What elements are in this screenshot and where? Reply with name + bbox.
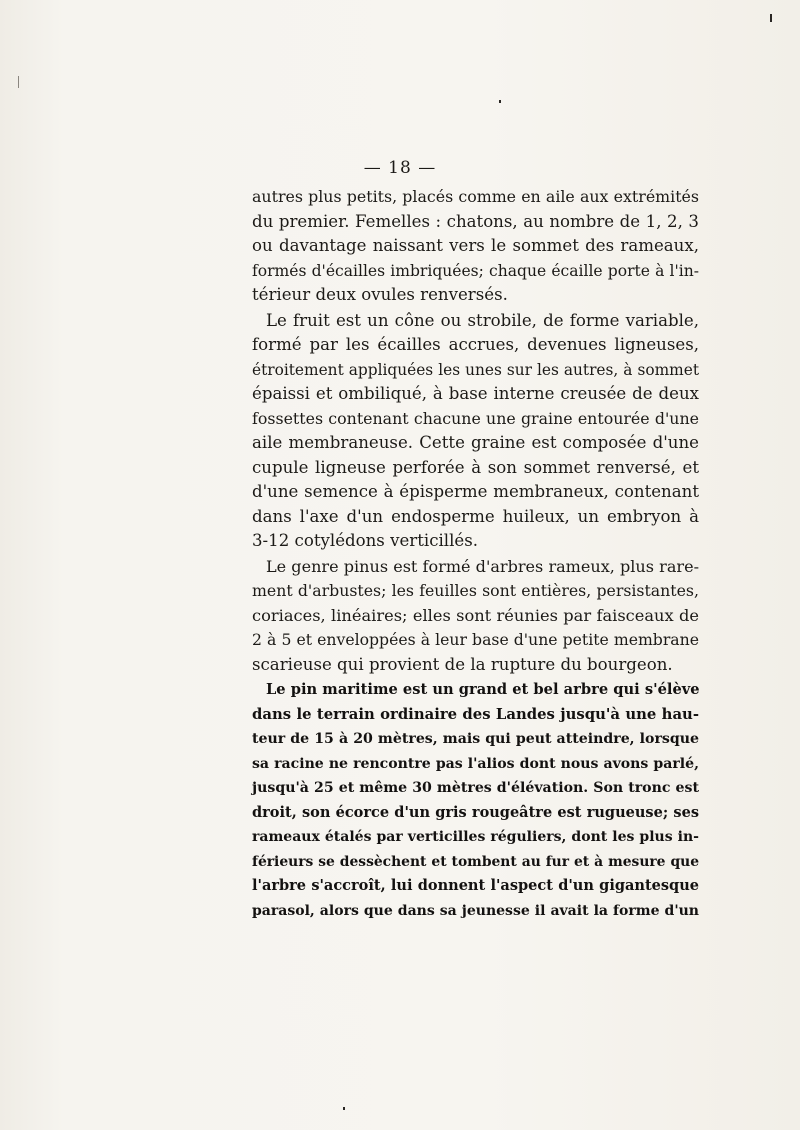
paragraph-2 [252, 309, 699, 554]
scan-speck [343, 1107, 345, 1110]
scan-speck [18, 76, 19, 88]
paragraph-4 [252, 678, 699, 923]
body-text [252, 185, 699, 923]
text-line: ment d'arbustes; les feuilles sont entières, persistantes, [252, 581, 699, 600]
text-line: 2 à 5 et enveloppées à leur base d'une petite membrane [252, 630, 699, 649]
text-line: sa racine ne rencontre pas l'alios dont nous avons parlé, [252, 755, 699, 772]
text-line: cupule ligneuse perforée à son sommet renversé, et [252, 457, 699, 477]
text-line: jusqu'à 25 et même 30 mètres d'élévation. Son tronc est [252, 780, 699, 796]
text-line: teur de 15 à 20 mètres, mais qui peut atteindre, lorsque [252, 731, 699, 747]
scan-speck [770, 14, 772, 22]
paragraph-3 [252, 555, 699, 678]
text-line: droit, son écorce d'un gris rougeâtre est rugueuse; ses [252, 803, 699, 821]
text-line: coriaces, linéaires; elles sont réunies par faisceaux de [252, 605, 699, 625]
text-line: autres plus petits, placés comme en aile aux extrémités [252, 187, 699, 206]
text-line: dans le terrain ordinaire des Landes jusqu'à une hau- [252, 705, 699, 723]
text-line: 3-12 cotylédons verticillés. [252, 531, 479, 550]
text-line: d'une semence à épisperme membraneux, contenant [252, 482, 699, 501]
text-line: fossettes contenant chacune une graine entourée d'une [252, 408, 699, 428]
text-line: térieur deux ovules renversés. [252, 285, 508, 304]
scan-speck [499, 100, 501, 103]
paragraph-1 [252, 185, 699, 308]
text-line: férieurs se dessèchent et tombent au fur et à mesure que [252, 853, 699, 870]
page-number: — 18 — [363, 158, 437, 178]
text-line: épaissi et ombiliqué, à base interne creusée de deux [252, 384, 699, 403]
text-line: du premier. Femelles : chatons, au nombre de 1, 2, 3 [252, 211, 699, 231]
text-line: parasol, alors que dans sa jeunesse il avait la forme d'un [252, 902, 699, 919]
text-line: ou davantage naissant vers le sommet des rameaux, [252, 236, 699, 255]
text-line: dans l'axe d'un endosperme huileux, un embryon à [252, 506, 699, 526]
text-line: scarieuse qui provient de la rupture du bourgeon. [252, 654, 673, 674]
text-line: formé par les écailles accrues, devenues ligneuses, [252, 335, 699, 354]
text-line: rameaux étalés par verticilles réguliers, dont les plus in- [252, 829, 699, 845]
text-line: Le genre pinus est formé d'arbres rameux, plus rare- [266, 556, 699, 576]
text-line: aile membraneuse. Cette graine est composée d'une [252, 433, 699, 452]
text-line: l'arbre s'accroît, lui donnent l'aspect d'un gigantesque [252, 877, 699, 894]
text-line: étroitement appliquées les unes sur les autres, à sommet [252, 360, 699, 379]
text-line: formés d'écailles imbriquées; chaque écaille porte à l'in- [252, 261, 699, 280]
text-line: Le pin maritime est un grand et bel arbre qui s'élève [266, 681, 700, 698]
text-line: Le fruit est un cône ou strobile, de forme variable, [266, 310, 699, 330]
